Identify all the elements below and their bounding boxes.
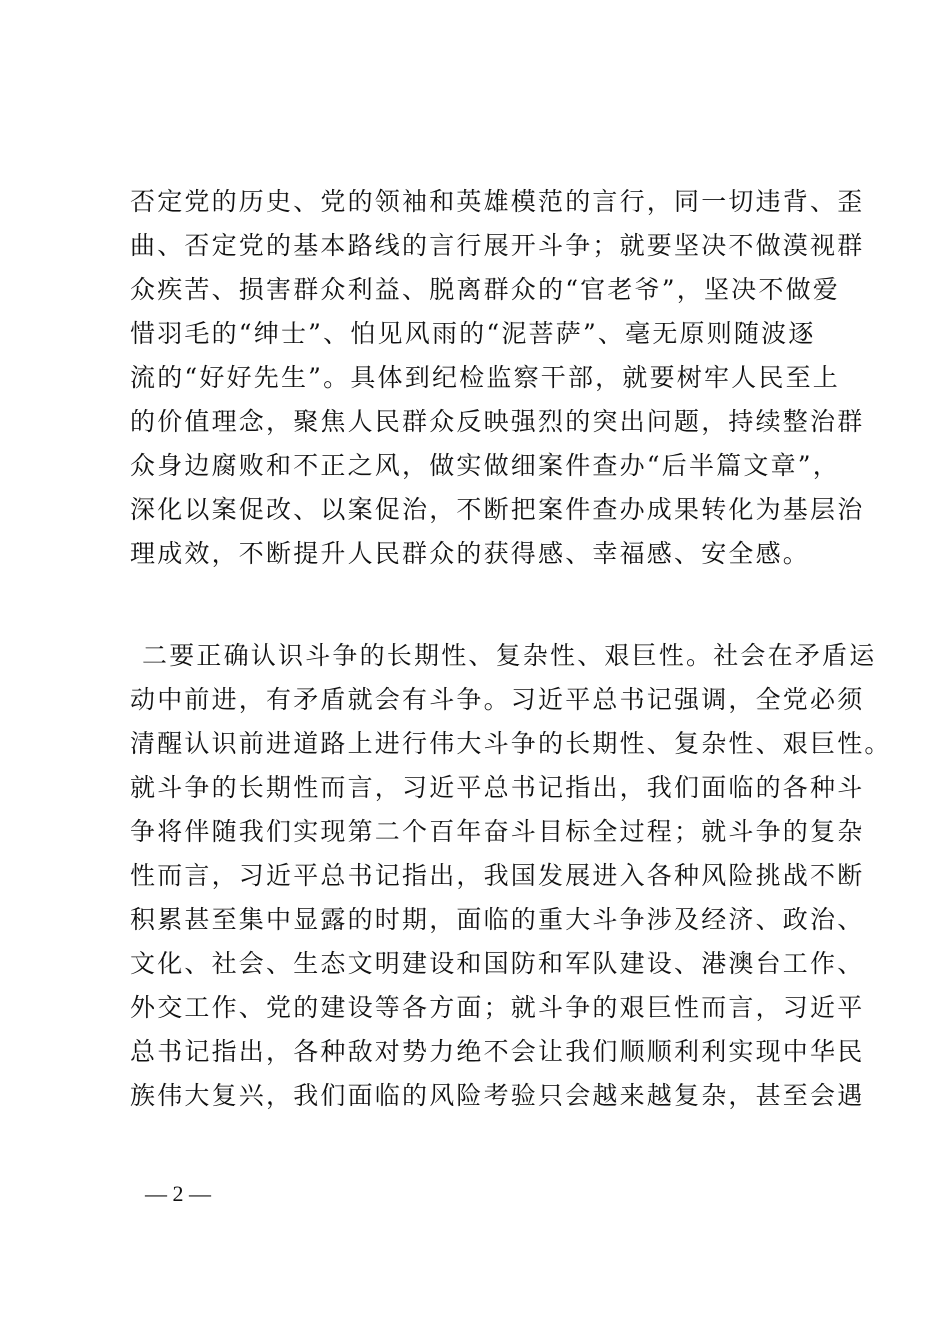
text-line: 曲、否定党的基本路线的言行展开斗争；就要坚决不做漠视群 — [130, 231, 865, 260]
text-line: 二要正确认识斗争的长期性、复杂性、艰巨性。社会在矛盾运 — [142, 641, 877, 670]
text-line: 否定党的历史、党的领袖和英雄模范的言行，同一切违背、歪 — [130, 187, 865, 216]
text-line: 众身边腐败和不正之风，做实做细案件查办“后半篇文章”， — [130, 451, 840, 480]
text-line: 深化以案促改、以案促治，不断把案件查办成果转化为基层治 — [130, 495, 865, 524]
text-line: 性而言，习近平总书记指出，我国发展进入各种风险挑战不断 — [130, 861, 865, 890]
text-line: 文化、社会、生态文明建设和国防和军队建设、港澳台工作、 — [130, 949, 865, 978]
text-line: 理成效，不断提升人民群众的获得感、幸福感、安全感。 — [130, 539, 811, 568]
page-number: — 2 — — [145, 1181, 211, 1206]
paragraph-1 — [130, 180, 865, 576]
text-line: 积累甚至集中显露的时期，面临的重大斗争涉及经济、政治、 — [130, 905, 865, 934]
text-line: 惜羽毛的“绅士”、怕见风雨的“泥菩萨”、毫无原则随波逐 — [130, 319, 816, 348]
text-line: 流的“好好先生”。具体到纪检监察干部，就要树牢人民至上 — [130, 363, 840, 392]
paragraph-2 — [130, 634, 892, 1118]
text-line: 的价值理念，聚焦人民群众反映强烈的突出问题，持续整治群 — [130, 407, 865, 436]
text-line: 动中前进，有矛盾就会有斗争。习近平总书记强调，全党必须 — [130, 685, 865, 714]
text-line: 外交工作、党的建设等各方面；就斗争的艰巨性而言，习近平 — [130, 993, 865, 1022]
text-line: 总书记指出，各种敌对势力绝不会让我们顺顺利利实现中华民 — [130, 1037, 865, 1066]
text-line: 争将伴随我们实现第二个百年奋斗目标全过程；就斗争的复杂 — [130, 817, 865, 846]
text-line: 族伟大复兴，我们面临的风险考验只会越来越复杂，甚至会遇 — [130, 1081, 865, 1110]
text-line: 就斗争的长期性而言，习近平总书记指出，我们面临的各种斗 — [130, 773, 865, 802]
text-line: 众疾苦、损害群众利益、脱离群众的“官老爷”，坚决不做爱 — [130, 275, 840, 304]
text-line: 清醒认识前进道路上进行伟大斗争的长期性、复杂性、艰巨性。 — [130, 729, 892, 758]
